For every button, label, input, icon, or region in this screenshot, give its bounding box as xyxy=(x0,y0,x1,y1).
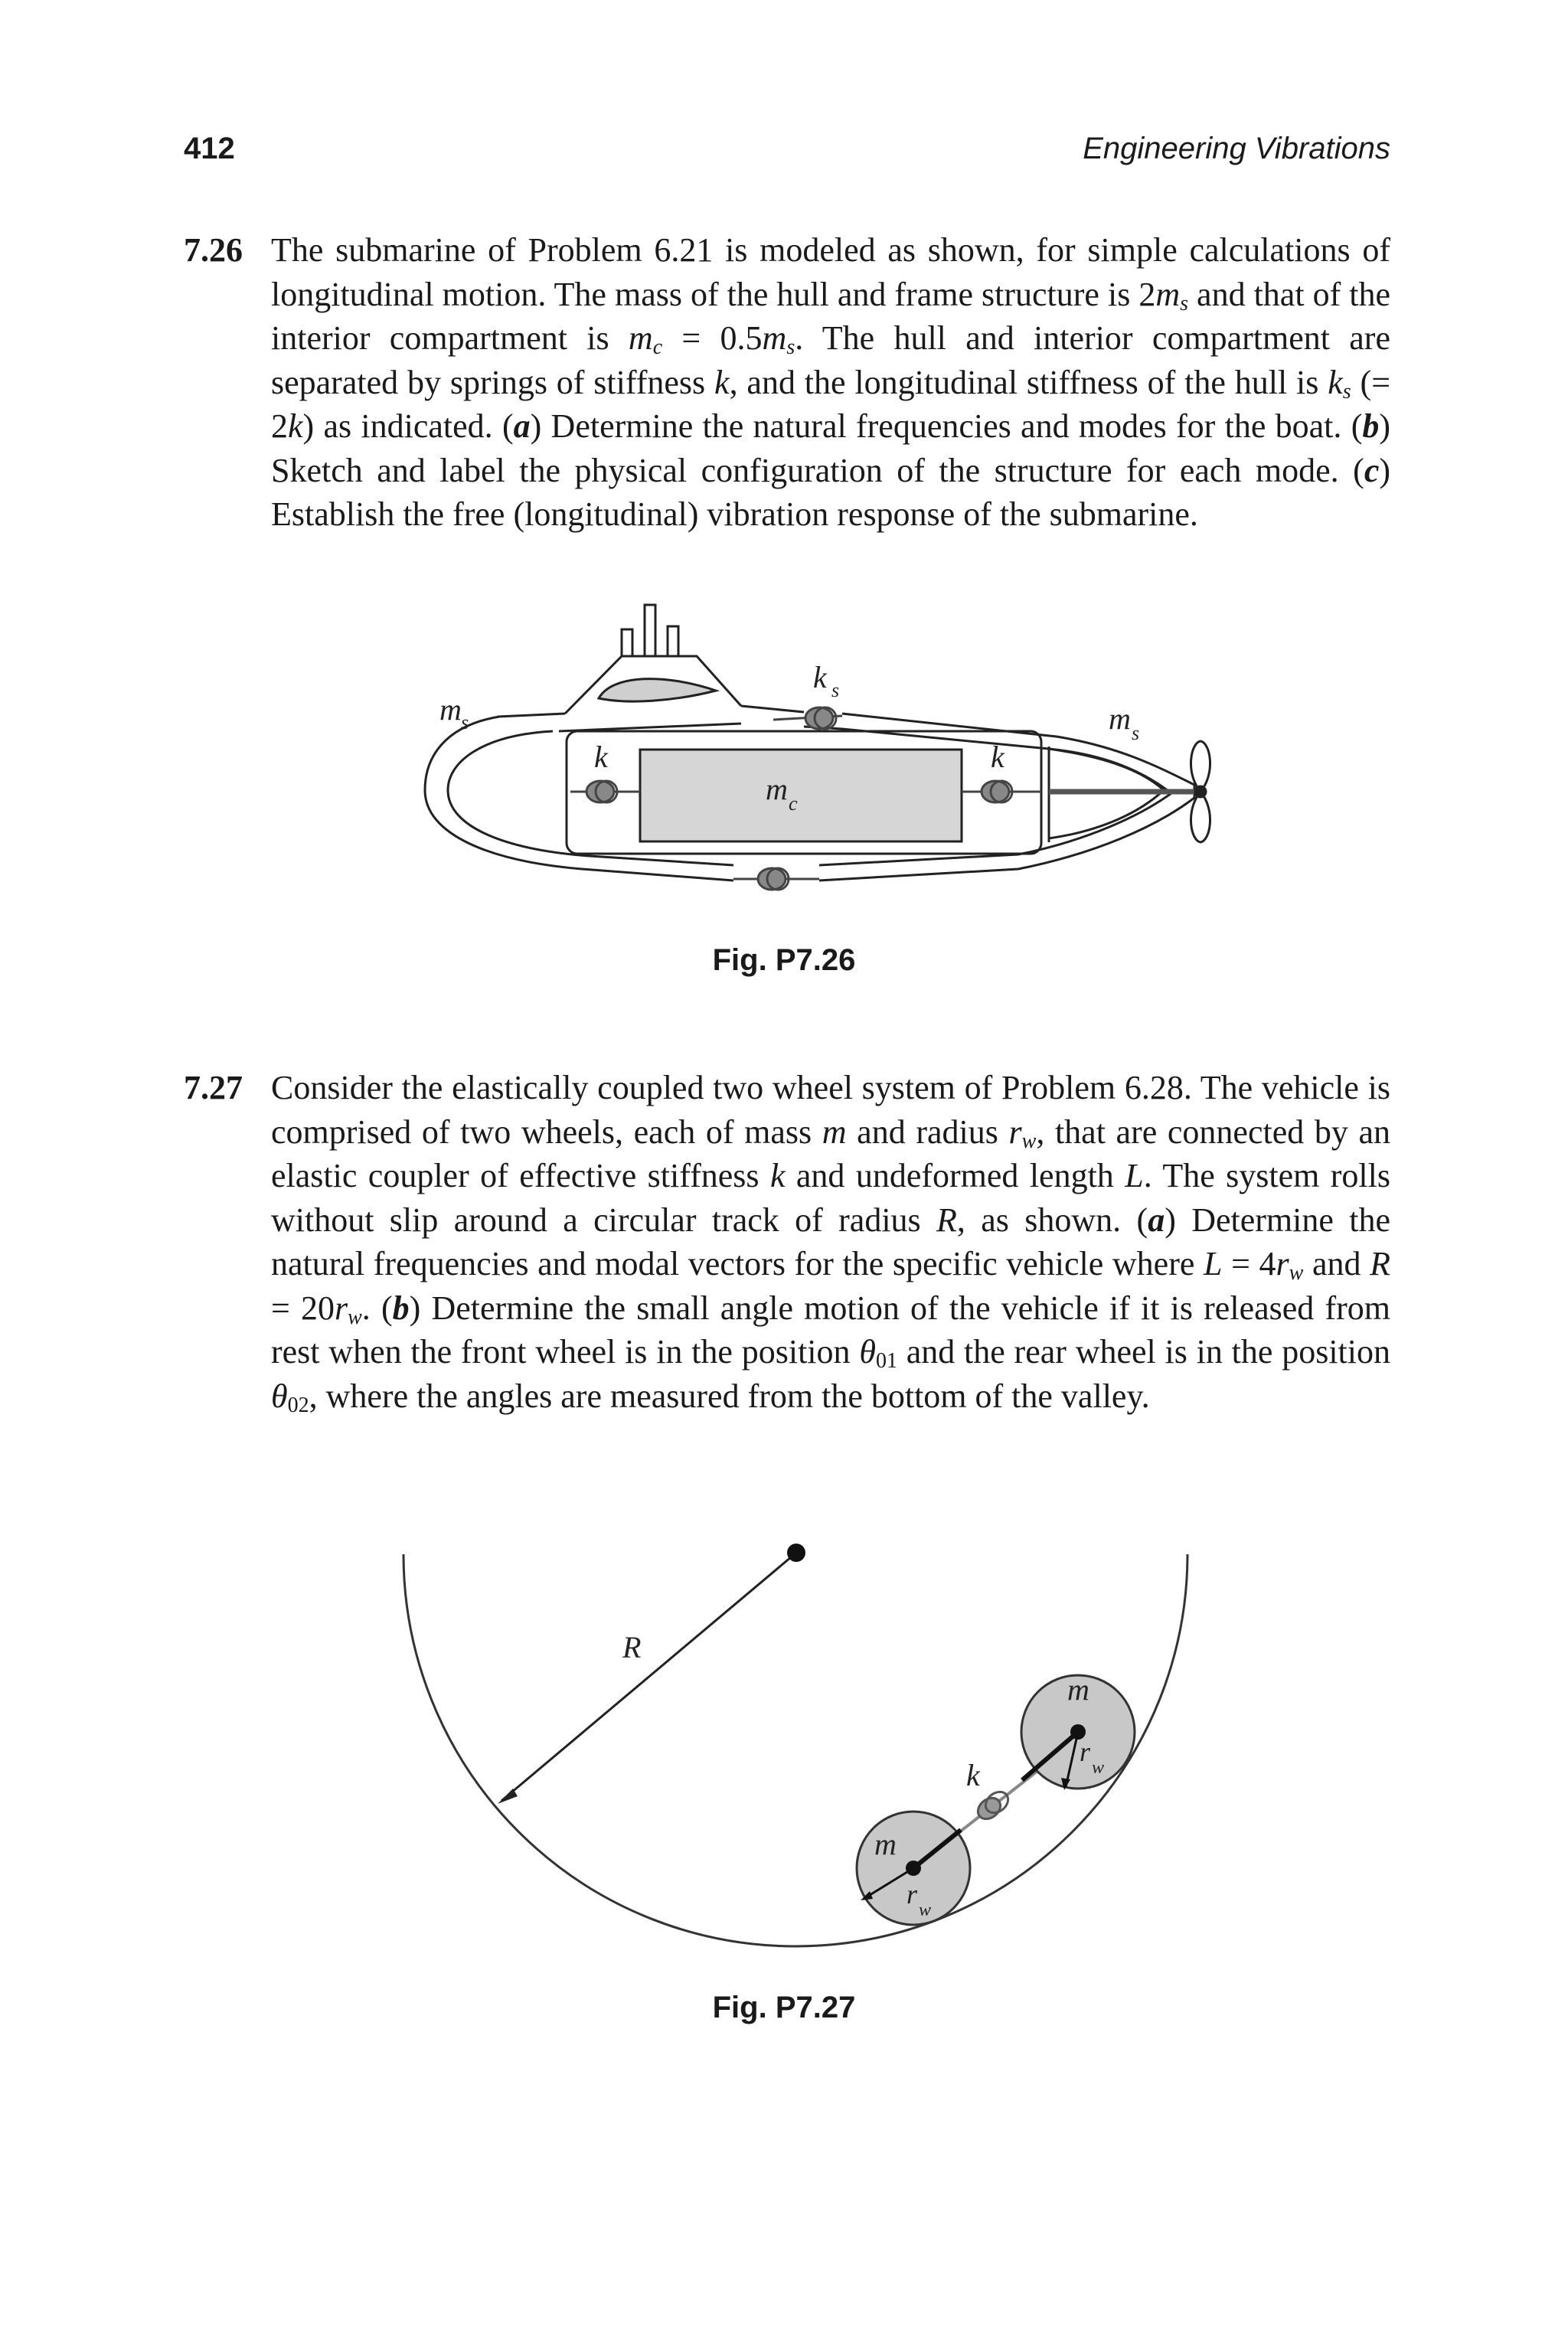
label-rw-rear-sub: w xyxy=(919,1900,932,1920)
text-segment: and undeformed length xyxy=(785,1157,1125,1194)
text-segment: ) Establish the free (longitudinal) vibration response of the submarine. xyxy=(271,451,1390,533)
figure-caption-p7-26: Fig. P7.26 xyxy=(712,943,856,977)
text-segment: , and the longitudinal stiffness of the hull is xyxy=(729,363,1328,401)
text-segment: R xyxy=(936,1201,957,1239)
track-center xyxy=(787,1544,805,1562)
label-rw-front: r xyxy=(1080,1736,1091,1767)
mast xyxy=(668,626,678,656)
text-segment: ) Determine the natural frequencies and modal vectors for the specific vehicle where xyxy=(271,1201,1390,1282)
text-segment: r xyxy=(1008,1112,1022,1151)
text-segment: . ( xyxy=(361,1289,393,1327)
interior-compartment xyxy=(640,750,962,841)
label-k: k xyxy=(966,1758,980,1792)
text-segment: m xyxy=(822,1112,847,1151)
text-segment: ) Determine the natural frequencies and modes for the boat. ( xyxy=(530,407,1363,445)
problem-7-26 xyxy=(184,228,1390,537)
text-segment: w xyxy=(348,1305,362,1329)
mast xyxy=(622,629,632,656)
text-segment: 02 xyxy=(287,1393,309,1417)
text-segment: k xyxy=(1328,363,1343,401)
label-rw-rear: r xyxy=(906,1879,918,1910)
sail-fin xyxy=(599,679,716,702)
page-number: 412 xyxy=(184,132,235,165)
label-k-right: k xyxy=(991,740,1004,774)
figure-p7-27 xyxy=(0,1524,1568,1952)
text-segment: w xyxy=(1021,1129,1037,1153)
text-segment: w xyxy=(1289,1261,1304,1285)
text-segment: r xyxy=(1276,1245,1289,1282)
label-ms-right: m xyxy=(1109,701,1131,736)
text-segment: and the rear wheel is in the position xyxy=(897,1333,1390,1371)
spring-ks-bottom xyxy=(758,868,789,890)
text-segment: . The hull and interior compartment are separated by springs of stiffness xyxy=(271,319,1390,401)
text-segment: c xyxy=(652,335,663,359)
text-segment: and xyxy=(1303,1245,1370,1282)
text-segment: (= 2 xyxy=(271,363,1391,445)
text-segment: R xyxy=(1370,1245,1391,1282)
problem-7-27 xyxy=(184,1066,1390,1418)
text-segment: m xyxy=(762,319,787,357)
label-rw-front-sub: w xyxy=(1092,1758,1105,1778)
text-segment: θ xyxy=(271,1377,288,1415)
label-ks-sub: s xyxy=(831,679,840,701)
text-segment: s xyxy=(1342,379,1351,403)
text-segment: , that are connected by an elastic coupler of effective stiffness xyxy=(271,1112,1391,1194)
text-segment: b xyxy=(392,1289,410,1327)
text-segment: a xyxy=(1148,1201,1165,1239)
text-segment: k xyxy=(769,1157,786,1194)
label-ms-left: m xyxy=(439,692,462,727)
label-mc-sub: c xyxy=(789,792,798,815)
text-segment: L xyxy=(1204,1245,1223,1282)
text-segment: = 20 xyxy=(271,1289,335,1327)
label-R: R xyxy=(622,1630,642,1665)
text-segment: , where the angles are measured from the bottom of the valley. xyxy=(309,1377,1150,1415)
label-ms-right-sub: s xyxy=(1132,722,1140,744)
text-segment: s xyxy=(786,335,795,359)
problem-number: 7.27 xyxy=(184,1069,243,1106)
text-segment: θ xyxy=(859,1333,876,1371)
text-segment: s xyxy=(1180,291,1189,315)
text-segment: = 4 xyxy=(1222,1245,1276,1282)
text-segment: k xyxy=(288,407,303,445)
problem-text xyxy=(271,228,1390,537)
text-segment: and radius xyxy=(846,1112,1009,1151)
text-segment: The submarine of Problem 6.21 is modeled as shown, for simple calculations of longitudinal motion. The mass of the hull and frame structure is 2 xyxy=(271,231,1390,313)
text-segment: r xyxy=(334,1289,348,1327)
label-m-front: m xyxy=(1067,1672,1089,1707)
text-segment: ) Sketch and label the physical configuration of the structure for each mode. ( xyxy=(271,407,1390,489)
problem-number: 7.26 xyxy=(184,231,243,269)
label-k-left: k xyxy=(594,740,608,774)
radius-line xyxy=(501,1553,796,1801)
label-ks: k xyxy=(813,660,827,694)
running-title: Engineering Vibrations xyxy=(1083,132,1390,165)
text-segment: b xyxy=(1362,407,1380,445)
text-segment: k xyxy=(714,363,730,401)
problem-text xyxy=(271,1066,1390,1418)
text-segment: m xyxy=(628,319,653,357)
spring-k-right xyxy=(982,781,1012,802)
figure-p7-26 xyxy=(0,582,1568,942)
text-segment: Consider the elastically coupled two wheel system of Problem 6.28. The vehicle is comprised of two wheels, each of mass xyxy=(271,1069,1390,1151)
text-segment: L xyxy=(1125,1157,1144,1194)
text-segment: . The system rolls without slip around a circular track of radius xyxy=(271,1157,1390,1239)
spring-k-left xyxy=(586,781,617,802)
figure-caption-p7-27: Fig. P7.27 xyxy=(712,1991,856,2024)
text-segment: c xyxy=(1364,451,1380,489)
text-segment: a xyxy=(513,407,531,445)
label-m-rear: m xyxy=(874,1827,897,1861)
label-mc: m xyxy=(766,772,788,806)
label-ms-left-sub: s xyxy=(461,711,469,733)
text-segment: ) as indicated. ( xyxy=(302,407,514,445)
text-segment: and that of the interior compartment is xyxy=(271,275,1390,357)
text-segment: m xyxy=(1155,275,1181,313)
spring-ks-top xyxy=(805,707,836,729)
text-segment: = 0.5 xyxy=(662,319,763,357)
text-segment: 01 xyxy=(875,1349,897,1373)
text-segment: , as shown. ( xyxy=(956,1201,1148,1239)
text-segment: ) Determine the small angle motion of the vehicle if it is released from rest when the front wheel is in the position xyxy=(271,1289,1390,1371)
mast xyxy=(645,605,655,656)
